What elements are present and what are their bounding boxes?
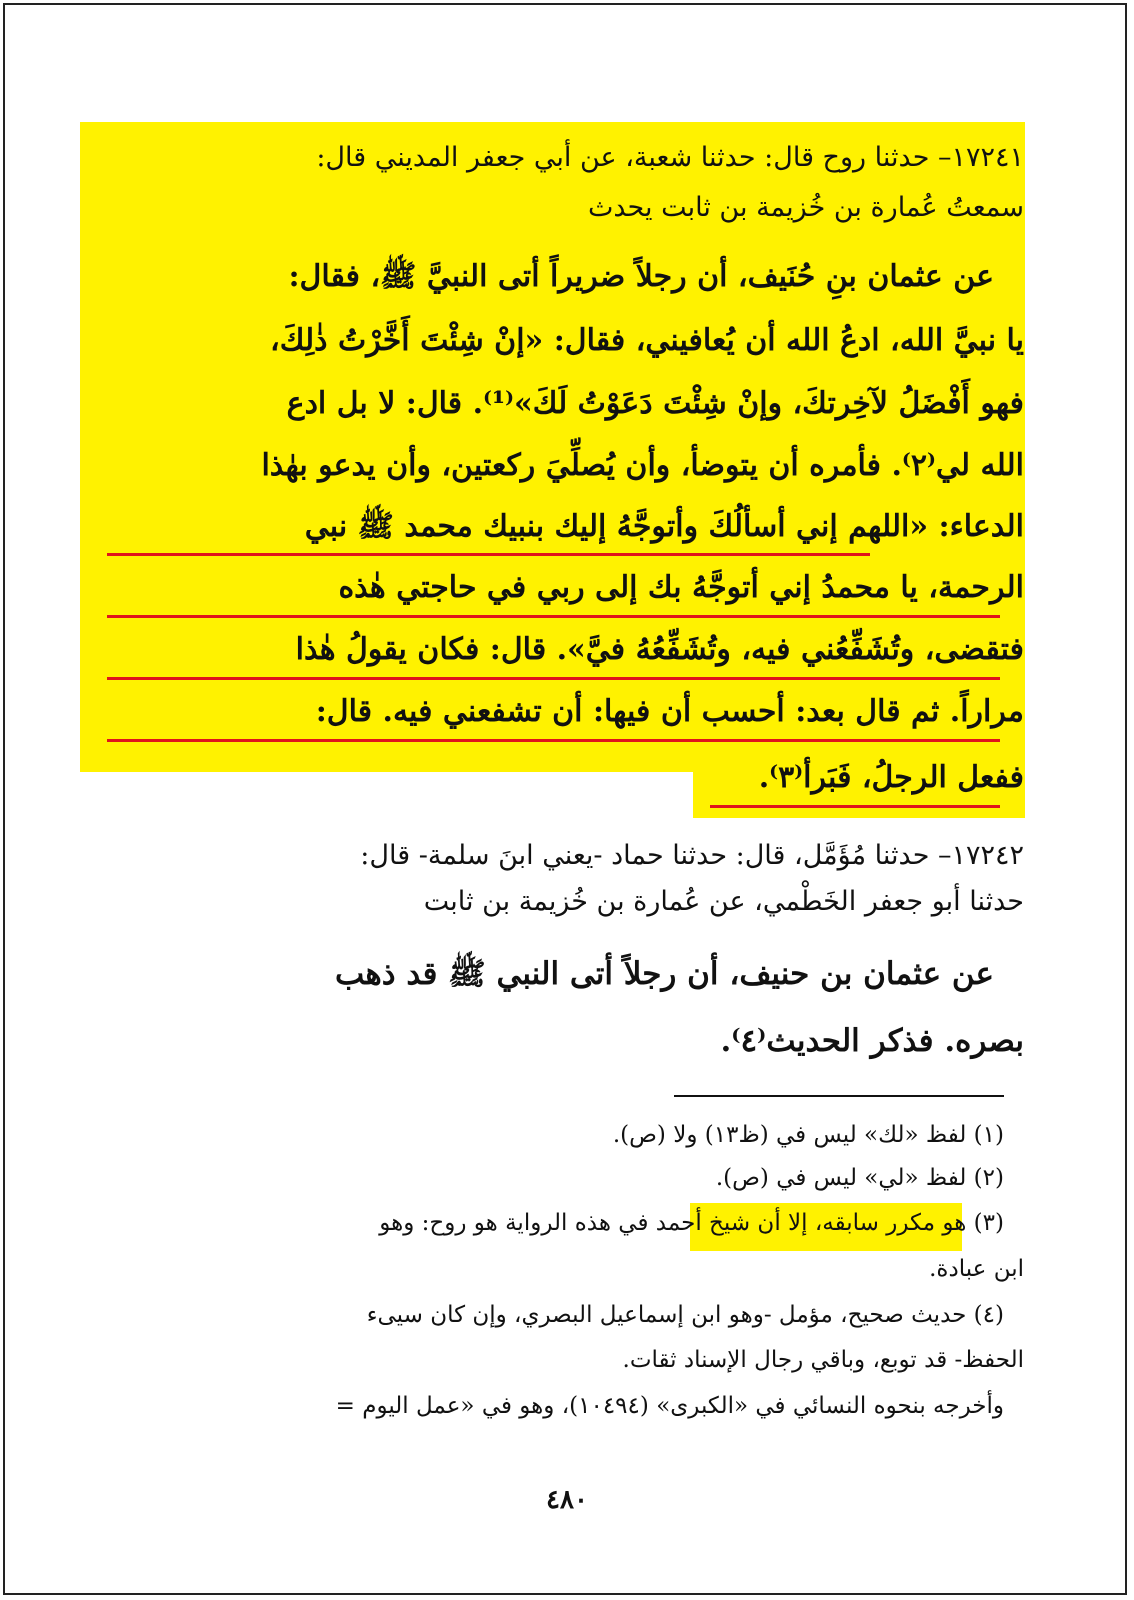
hadith-1-body-line: مراراً. ثم قال بعد: أحسب أن فيها: أن تشفعني فيه. قال: xyxy=(315,694,1024,729)
hadith-1-header-line-2: سمعتُ عُمارة بن خُزيمة بن ثابت يحدث xyxy=(587,192,1024,223)
footnote-line: (٢) لفظ «لي» ليس في (ص). xyxy=(715,1165,1004,1191)
hadith-1-body-line: ففعل الرجلُ، فَبَرأ⁽٣⁾. xyxy=(758,760,1024,795)
underline-mark xyxy=(107,615,1000,618)
hadith-1-header-line-1: ١٧٢٤١– حدثنا روح قال: حدثنا شعبة، عن أبي جعفر المديني قال: xyxy=(316,142,1024,173)
hadith-1-body-line: الرحمة، يا محمدُ إني أتوجَّهُ بك إلى ربي في حاجتي هٰذه xyxy=(338,570,1024,605)
hadith-1-body-line: فهو أَفْضَلُ لآخِرتكَ، وإنْ شِئْتَ دَعَوْتُ لَكَ»⁽¹⁾. قال: لا بل ادع xyxy=(286,386,1024,421)
underline-mark xyxy=(107,739,1000,742)
hadith-1-body-line: فتقضى، وتُشَفِّعُني فيه، وتُشَفِّعُهُ فيَّ». قال: فكان يقولُ هٰذا xyxy=(295,632,1024,667)
hadith-1-body-line: عن عثمان بنِ حُنَيف، أن رجلاً ضريراً أتى النبيَّ ﷺ، فقال: xyxy=(288,259,994,294)
footnote-line: (١) لفظ «لك» ليس في (ظ١٣) ولا (ص). xyxy=(612,1122,1004,1148)
hadith-1-body-line: يا نبيَّ الله، ادعُ الله أن يُعافيني، فقال: «إنْ شِئْتَ أَخَّرْتُ ذٰلِكَ، xyxy=(270,323,1024,358)
footnote-line: (٤) حديث صحيح، مؤمل -وهو ابن إسماعيل البصري، وإن كان سيىء xyxy=(366,1302,1004,1328)
footnote-line: (٣) هو مكرر سابقه، إلا أن شيخ أحمد في هذه الرواية هو روح: وهو xyxy=(379,1210,1004,1236)
underline-mark xyxy=(895,739,1000,742)
footnote-line: الحفظ- قد توبع، وباقي رجال الإسناد ثقات. xyxy=(622,1347,1024,1373)
underline-mark xyxy=(107,677,1000,680)
hadith-1-body-line: الدعاء: «اللهم إني أسألُكَ وأتوجَّهُ إليك بنبيك محمد ﷺ نبي xyxy=(304,509,1024,544)
footnote-line: وأخرجه بنحوه النسائي في «الكبرى» (١٠٤٩٤)، وهو في «عمل اليوم = xyxy=(335,1393,1004,1419)
hadith-2-body-line-2: بصره. فذكر الحديث⁽٤⁾. xyxy=(720,1023,1024,1059)
underline-mark xyxy=(107,553,870,556)
hadith-2-header-line-2: حدثنا أبو جعفر الخَطْمي، عن عُمارة بن خُزيمة بن ثابت xyxy=(423,886,1024,917)
underline-mark xyxy=(710,805,1000,808)
hadith-1-body-line: الله لي⁽٢⁾. فأمره أن يتوضأ، وأن يُصلِّيَ ركعتين، وأن يدعو بهٰذا xyxy=(261,448,1024,483)
page-number: ٤٨٠ xyxy=(546,1485,588,1515)
hadith-2-header-line-1: ١٧٢٤٢– حدثنا مُؤَمَّل، قال: حدثنا حماد -يعني ابنَ سلمة- قال: xyxy=(360,840,1024,871)
footnote-separator xyxy=(674,1095,1004,1097)
footnote-line: ابن عبادة. xyxy=(929,1256,1024,1282)
hadith-2-body-line-1: عن عثمان بن حنيف، أن رجلاً أتى النبي ﷺ قد ذهب xyxy=(334,956,994,992)
